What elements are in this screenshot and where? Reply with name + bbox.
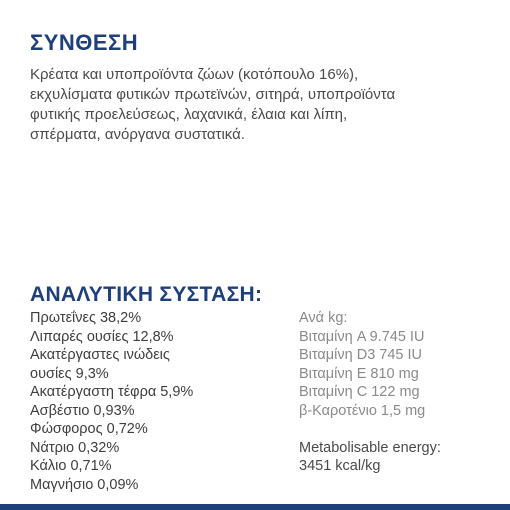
nutrient-list bbox=[30, 309, 193, 494]
vitamin-item: Βιταμίνη D3 745 IU bbox=[299, 347, 423, 363]
list-spacer bbox=[299, 420, 441, 439]
composition-line: φυτικής προελεύσεως, λαχανικά, έλαια και λίπη, bbox=[30, 106, 348, 123]
composition-line: Κρέατα και υποπροϊόντα ζώων (κοτόπουλο 16%), bbox=[30, 66, 359, 83]
vitamin-item: β-Καροτένιο 1,5 mg bbox=[299, 402, 426, 419]
composition-heading: ΣΥΝΘΕΣΗ bbox=[30, 30, 139, 55]
vitamin-list bbox=[299, 309, 441, 476]
nutrient-item: Πρωτεΐνες 38,2% bbox=[30, 310, 142, 326]
nutrient-item: Ακατέργαστες ινώδεις bbox=[30, 347, 170, 363]
nutrient-item: ουσίες 9,3% bbox=[30, 365, 109, 382]
vitamin-item: Βιταμίνη E 810 mg bbox=[299, 365, 419, 382]
nutrient-item: Λιπαρές ουσίες 12,8% bbox=[30, 328, 174, 345]
nutrient-item: Κάλιο 0,71% bbox=[30, 458, 112, 474]
vitamin-item: Βιταμίνη C 122 mg bbox=[299, 384, 420, 400]
analytical-composition-heading: ΑΝΑΛΥΤΙΚΗ ΣΥΣΤΑΣΗ: bbox=[30, 283, 263, 306]
nutrient-item: Φώσφορος 0,72% bbox=[30, 421, 148, 437]
bottom-accent-bar bbox=[0, 504, 510, 510]
composition-line: εκχυλίσματα φυτικών πρωτεϊνών, σιτηρά, υποπροϊόντα bbox=[30, 86, 396, 103]
vitamin-item: Ανά kg: bbox=[299, 310, 348, 326]
nutrient-item: Ακατέργαστη τέφρα 5,9% bbox=[30, 384, 194, 400]
nutrient-item: Νάτριο 0,32% bbox=[30, 439, 120, 456]
energy-label: Metabolisable energy: bbox=[299, 439, 441, 456]
vitamin-item: Βιταμίνη A 9.745 IU bbox=[299, 328, 425, 345]
energy-value: 3451 kcal/kg bbox=[299, 458, 381, 474]
nutrient-item: Ασβέστιο 0,93% bbox=[30, 402, 135, 419]
composition-line: σπέρματα, ανόργανα συστατικά. bbox=[30, 126, 245, 143]
composition-text bbox=[30, 65, 490, 145]
nutrient-item: Μαγνήσιο 0,09% bbox=[30, 476, 139, 493]
